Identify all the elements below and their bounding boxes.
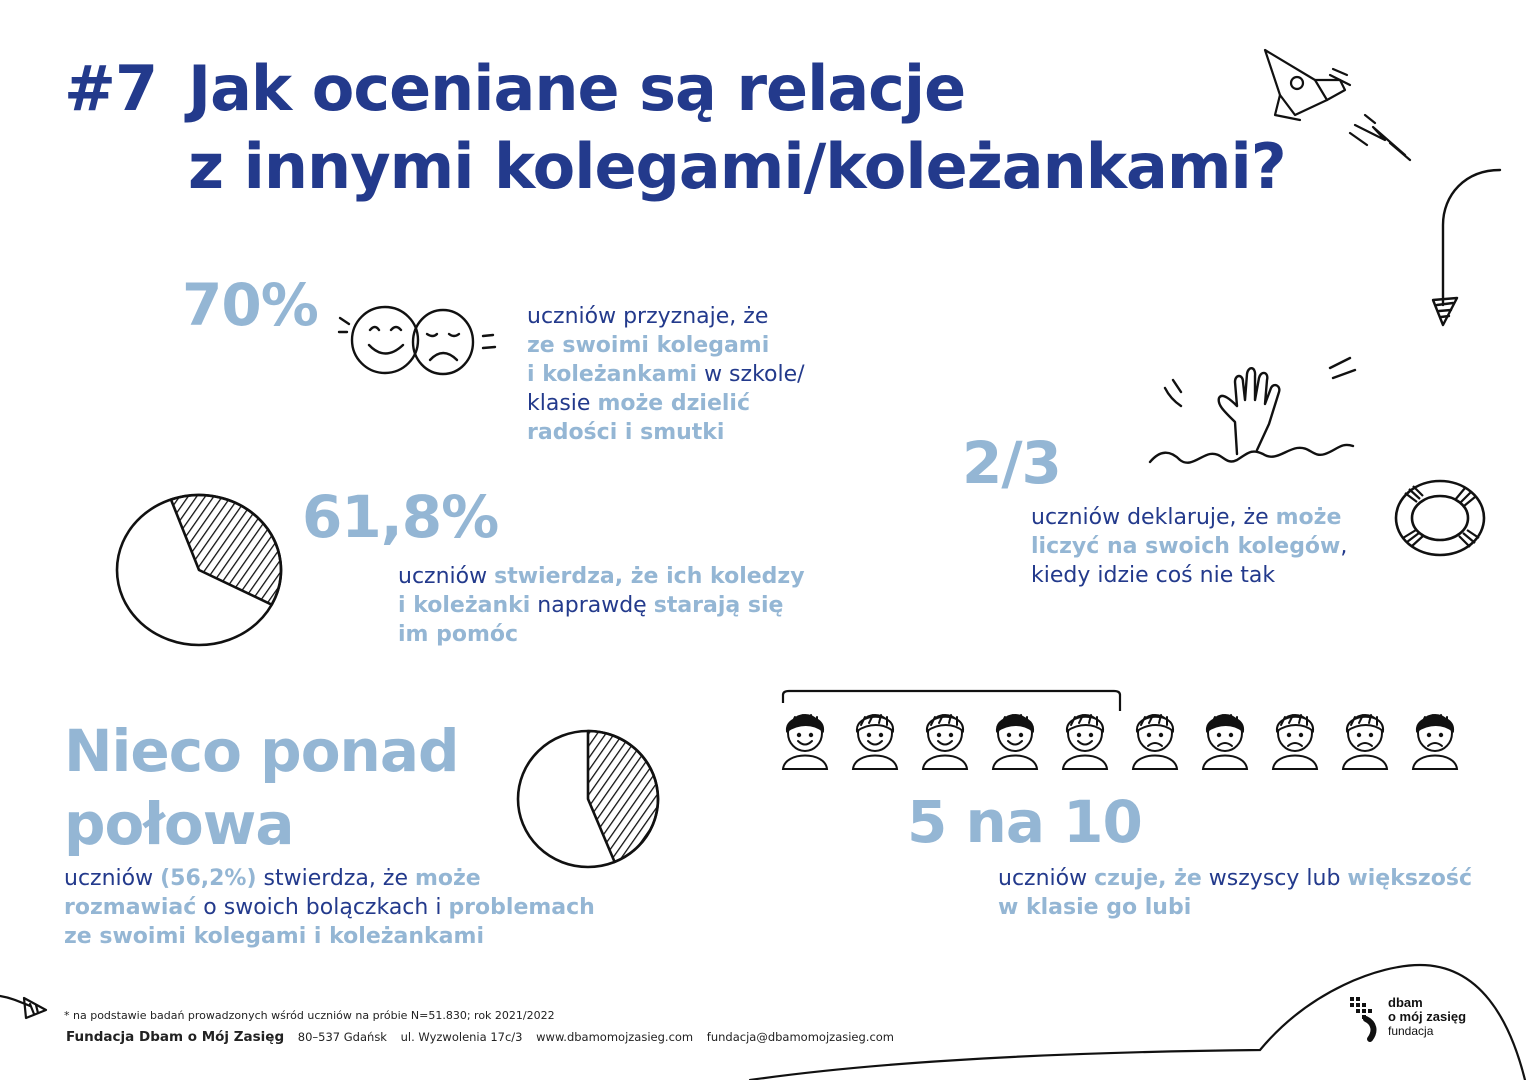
person-happy-icon <box>923 715 967 769</box>
pie1-slice <box>171 495 281 605</box>
person-sad-icon <box>1203 715 1247 769</box>
stat1-line2: ze swoimi kolegami <box>527 333 770 358</box>
arrow-right-icon <box>0 990 55 1025</box>
people-icon <box>775 685 1475 775</box>
person-sad-icon <box>1133 715 1177 769</box>
logo-text <box>1388 996 1466 1038</box>
logo-line2: o mój zasięg <box>1388 1009 1467 1024</box>
stat2-line1-hl: stwierdza, że ich koledzy <box>494 564 805 589</box>
stat4-line1-hl2: może <box>414 866 481 891</box>
page-title-line1: Jak oceniane są relacje <box>188 52 966 125</box>
stat2-description <box>398 562 805 649</box>
arrow-down-icon <box>1425 165 1505 335</box>
stat4-line2-hl1: rozmawiać <box>64 895 197 920</box>
stat2-line1-text: uczniów <box>398 564 495 589</box>
stat5-line1-hl2: większość <box>1347 866 1472 891</box>
pie-icon <box>115 490 290 655</box>
stat1-line3 <box>527 360 805 389</box>
stat2-line2-hl2: starają się <box>653 593 784 618</box>
stat5-line1-hl1: czuje, że <box>1094 866 1202 891</box>
stat2-line2-hl1: i koleżanki <box>398 593 531 618</box>
footer-street: ul. Wyzwolenia 17c/3 <box>400 1030 523 1044</box>
stat5-line1 <box>998 864 1472 893</box>
stat1-line1: uczniów przyznaje, że <box>527 304 769 329</box>
footer-email[interactable]: fundacja@dbamomojzasieg.com <box>706 1030 895 1044</box>
stat1-line3-text: w szkole/ <box>697 362 805 387</box>
stat1-description <box>527 302 805 447</box>
person-happy-icon <box>993 715 1037 769</box>
logo-line3: fundacja <box>1388 1024 1434 1038</box>
stat3-line1 <box>1031 503 1347 532</box>
stat2-line2 <box>398 591 805 620</box>
title-number: #7 <box>64 52 158 125</box>
person-happy-icon <box>1063 715 1107 769</box>
stat2-line3: im pomóc <box>398 622 519 647</box>
logo-line1: dbam <box>1388 995 1423 1010</box>
pie2-slice <box>588 731 658 862</box>
person-happy-icon <box>783 715 827 769</box>
footer-website[interactable]: www.dbamomojzasieg.com <box>536 1030 694 1044</box>
footer-note: * na podstawie badań prowadzonych wśród uczniów na próbie N=51.830; rok 2021/2022 <box>64 1009 555 1022</box>
footer-contacts <box>66 1029 894 1045</box>
stat3-line2-hl: liczyć na swoich kolegów <box>1031 534 1341 559</box>
stat1-line4-hl: może dzielić <box>597 391 750 416</box>
stat4-line2-text: o swoich bolączkach i <box>196 895 449 920</box>
stat3-line3: kiedy idzie coś nie tak <box>1031 563 1276 588</box>
stat2-line1 <box>398 562 805 591</box>
stat4-line2-hl2: problemach <box>448 895 595 920</box>
stat3-line2-text: , <box>1340 534 1348 559</box>
stat3-line2 <box>1031 532 1347 561</box>
person-happy-icon <box>853 715 897 769</box>
stat4-line1-text2: stwierdza, że <box>256 866 415 891</box>
stat3-line1-hl: może <box>1275 505 1342 530</box>
stat1-line4-text: klasie <box>527 391 598 416</box>
logo-icon <box>1348 995 1382 1041</box>
stat4-line1-text1: uczniów <box>64 866 161 891</box>
stat2-line2-text: naprawdę <box>530 593 654 618</box>
stat1-line5: radości i smutki <box>527 420 725 445</box>
stat4-line1-hl1: (56,2%) <box>160 866 257 891</box>
person-sad-icon <box>1273 715 1317 769</box>
footer-org: Fundacja Dbam o Mój Zasięg <box>66 1029 285 1045</box>
stat1-line3-hl: i koleżankami <box>527 362 698 387</box>
lifebuoy-icon <box>1393 478 1488 560</box>
stat2-value: 61,8% <box>302 483 499 551</box>
footer-postal: 80–537 Gdańsk <box>297 1030 387 1044</box>
stat3-value: 2/3 <box>962 429 1061 497</box>
stat4-line3: ze swoimi kolegami i koleżankami <box>64 924 484 949</box>
stat5-description <box>998 864 1472 922</box>
stat5-line2: w klasie go lubi <box>998 895 1192 920</box>
stat5-value: 5 na 10 <box>907 788 1142 856</box>
pie-icon <box>515 728 665 873</box>
person-sad-icon <box>1343 715 1387 769</box>
stat4-value-line1: Nieco ponad <box>64 717 459 785</box>
stat1-value: 70% <box>182 271 318 339</box>
stat4-line1 <box>64 864 595 893</box>
page-title-line2: z innymi kolegami/koleżankami? <box>188 130 1286 203</box>
people-bracket <box>783 691 1120 711</box>
hand-icon <box>1145 350 1365 470</box>
stat1-line4 <box>527 389 805 418</box>
stat4-description <box>64 864 595 951</box>
stat5-line1-text2: wszyscy lub <box>1201 866 1348 891</box>
stat4-value-line2: połowa <box>64 790 294 858</box>
stat4-line2 <box>64 893 595 922</box>
faces-icon <box>335 300 500 385</box>
stat3-line1-text: uczniów deklaruje, że <box>1031 505 1276 530</box>
stat5-line1-text1: uczniów <box>998 866 1095 891</box>
person-sad-icon <box>1413 715 1457 769</box>
rocket-icon <box>1255 45 1425 175</box>
stat3-description <box>1031 503 1347 590</box>
